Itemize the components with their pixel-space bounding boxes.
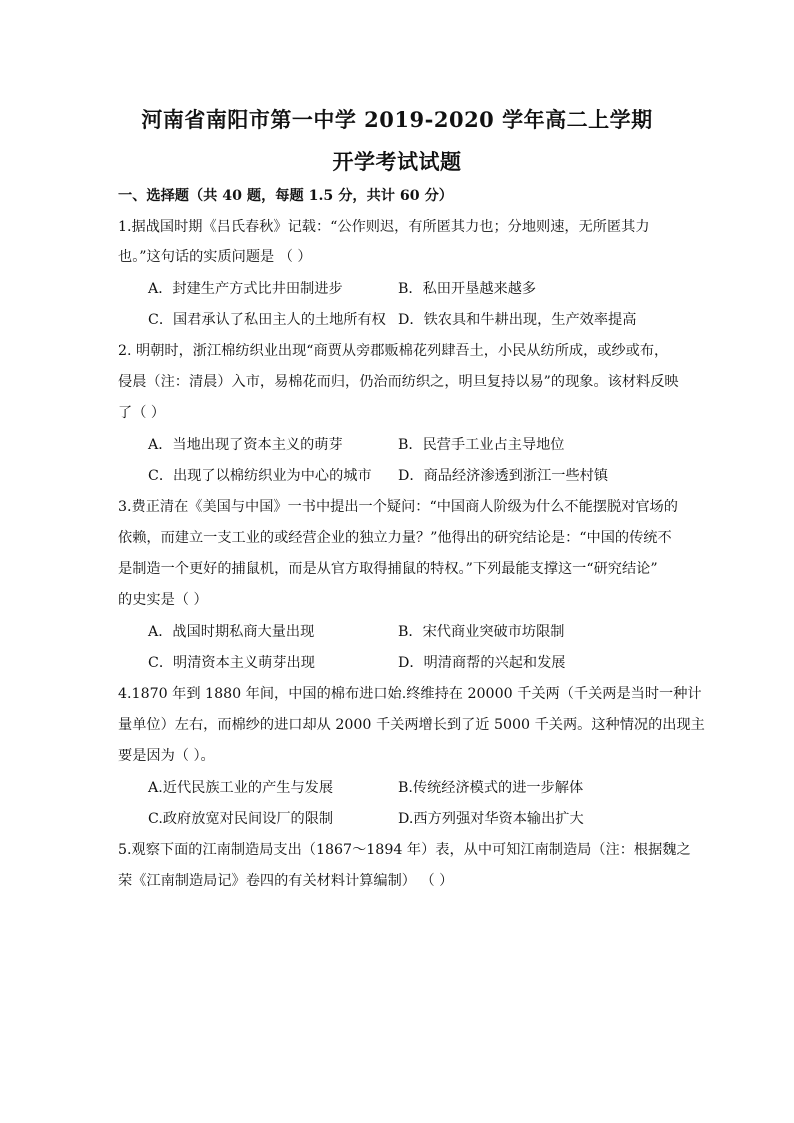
question-5-text-line-2: 荣《江南制造局记》卷四的有关材料计算编制） （ ） bbox=[118, 873, 454, 889]
question-2-option-c: C．出现了以棉纺织业为中心的城市 bbox=[148, 468, 372, 484]
question-2-text-line-1: 2. 明朝时，浙江棉纺织业出现“商贾从旁郡贩棉花列肆吾土，小民从纺所成，或纱或布， bbox=[118, 343, 669, 359]
question-4-text-line-3: 要是因为（ ）。 bbox=[118, 748, 215, 764]
question-3-option-c: C．明清资本主义萌芽出现 bbox=[148, 655, 315, 671]
question-4-option-b: B.传统经济模式的进一步解体 bbox=[398, 780, 584, 796]
question-2-text-line-3: 了（ ） bbox=[118, 405, 166, 421]
exam-title-line2: 开学考试试题 bbox=[332, 149, 462, 174]
question-2-option-b: B．民营手工业占主导地位 bbox=[398, 437, 565, 453]
question-4-option-d: D.西方列强对华资本输出扩大 bbox=[398, 811, 584, 827]
question-3-text-line-4: 的史实是（ ） bbox=[118, 592, 208, 608]
question-3-text-line-2: 依赖，而建立一支工业的或经营企业的独立力量？”他得出的研究结论是：“中国的传统不 bbox=[118, 530, 672, 546]
question-2-option-d: D．商品经济渗透到浙江一些村镇 bbox=[398, 468, 609, 484]
question-3-option-a: A．战国时期私商大量出现 bbox=[148, 624, 315, 640]
question-1-option-a: A．封建生产方式比井田制进步 bbox=[148, 281, 343, 297]
question-4-option-c: C.政府放宽对民间设厂的限制 bbox=[148, 811, 334, 827]
question-3-text-line-1: 3.费正清在《美国与中国》一书中提出一个疑问：“中国商人阶级为什么不能摆脱对官场的 bbox=[118, 499, 678, 515]
question-2-option-a: A．当地出现了资本主义的萌芽 bbox=[148, 437, 343, 453]
question-1-text-line-2: 也。”这句话的实质问题是 （ ） bbox=[118, 249, 312, 265]
question-3-text-line-3: 是制造一个更好的捕鼠机，而是从官方取得捕鼠的特权。”下列最能支撑这一“研究结论” bbox=[118, 561, 658, 577]
question-1-option-c: C．国君承认了私田主人的土地所有权 bbox=[148, 312, 386, 328]
question-1-option-b: B．私田开垦越来越多 bbox=[398, 281, 537, 297]
question-2-text-line-2: 侵晨（注：清晨）入市，易棉花而归，仍治而纺织之，明旦复持以易”的现象。该材料反映 bbox=[118, 374, 679, 390]
question-4-text-line-1: 4.1870 年到 1880 年间，中国的棉布进口始.终维持在 20000 千关两（千关两是当时一种计 bbox=[118, 686, 702, 702]
question-5-text-line-1: 5.观察下面的江南制造局支出（1867～1894 年）表，从中可知江南制造局（注：根据魏之 bbox=[118, 842, 691, 858]
question-4-text-line-2: 量单位）左右，而棉纱的进口却从 2000 千关两增长到了近 5000 千关两。这种情况的出现主 bbox=[118, 717, 705, 733]
section-heading: 一、选择题（共 40 题，每题 1.5 分，共计 60 分） bbox=[118, 188, 453, 204]
question-4-option-a: A.近代民族工业的产生与发展 bbox=[148, 780, 334, 796]
question-3-option-b: B．宋代商业突破市坊限制 bbox=[398, 624, 565, 640]
exam-title-line1: 河南省南阳市第一中学 2019-2020 学年高二上学期 bbox=[141, 107, 653, 132]
question-1-option-d: D．铁农具和牛耕出现，生产效率提高 bbox=[398, 312, 637, 328]
question-1-text-line-1: 1.据战国时期《吕氏春秋》记载：“公作则迟，有所匿其力也；分地则速，无所匿其力 bbox=[118, 219, 650, 235]
question-3-option-d: D．明清商帮的兴起和发展 bbox=[398, 655, 566, 671]
